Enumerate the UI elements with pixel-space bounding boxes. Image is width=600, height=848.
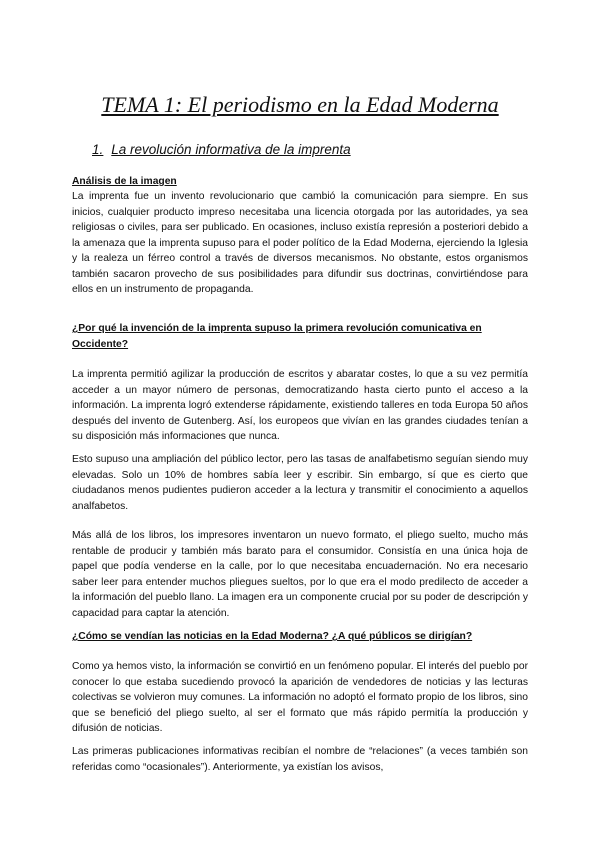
question1-paragraph-2: Esto supuso una ampliación del público lector, pero las tasas de analfabetismo seguían siendo muy elevadas. Solo un 10% de hombres sabía leer y escribir. Sin embargo, sí que es cierto que ciudadanos menos pudientes pudieron acceder a la lectura y transmitir el conocimiento a aquellos analfabetos. [72,454,528,512]
analysis-paragraph: La imprenta fue un invento revolucionario que cambió la comunicación para siempre. En sus inicios, cualquier producto impreso necesitaba una licencia otorgada por las autoridades, ya sea religiosas o civiles, para ser publicado. En ocasiones, incluso existía represión a posteriori debido a la amenaza que la imprenta supuso para el poder político de la Edad Moderna, ejerciendo la Iglesia y la realeza un férreo control a través de diversos mecanismos. No obstante, estos organismos también sacaron provecho de sus posibilidades para difundir sus doctrinas, convirtiéndose para ellos en un instrumento de propaganda. [72,191,528,295]
question2-heading: ¿Cómo se vendían las noticias en la Edad Moderna? ¿A qué públicos se dirigían? [72,631,473,642]
section-title: La revolución informativa de la imprenta [111,142,351,157]
section-number: 1. [92,142,104,157]
question1-heading: ¿Por qué la invención de la imprenta supuso la primera revolución comunicativa en Occidente? [72,323,482,350]
document-title: TEMA 1: El periodismo en la Edad Moderna [101,92,499,117]
question2-paragraph-1: Como ya hemos visto, la información se convirtió en un fenómeno popular. El interés del pueblo por conocer lo que estaba sucediendo provocó la aparición de vendedores de noticias y las lecturas colectivas se volvieron muy comunes. La información no adoptó el formato propio de los libros, sino que se benefició del pliego suelto, al ser el formato que más rápido permitía la producción y difusión de noticias. [72,661,528,734]
analysis-heading: Análisis de la imagen [72,176,177,187]
question1-paragraph-3: Más allá de los libros, los impresores inventaron un nuevo formato, el pliego suelto, mucho más rentable de producir y también más barato para el consumidor. Consistía en una única hoja de papel que podía venderse en la calle, por lo que necesitaba encuadernación. No era necesario saber leer para entender muchos pliegues sueltos, por lo que era el modo predilecto de acceder a la información del pueblo llano. La imagen era un componente crucial por su poder de descripción y capacidad para captar la atención. [72,530,528,619]
section-heading [92,141,351,159]
question1-paragraph-1: La imprenta permitió agilizar la producción de escritos y abaratar costes, lo que a su vez permitía acceder a un mayor número de personas, democratizando hasta cierto punto el acceso a la información. La imprenta logró extenderse rápidamente, existiendo talleres en toda Europa 50 años después del invento de Gutenberg. Así, los europeos que vivían en las grandes ciudades tenían a su disposición más informaciones que nunca. [72,369,528,442]
question2-paragraph-2: Las primeras publicaciones informativas recibían el nombre de “relaciones” (a veces también son referidas como “ocasionales”). Anteriormente, ya existían los avisos, [72,746,528,773]
